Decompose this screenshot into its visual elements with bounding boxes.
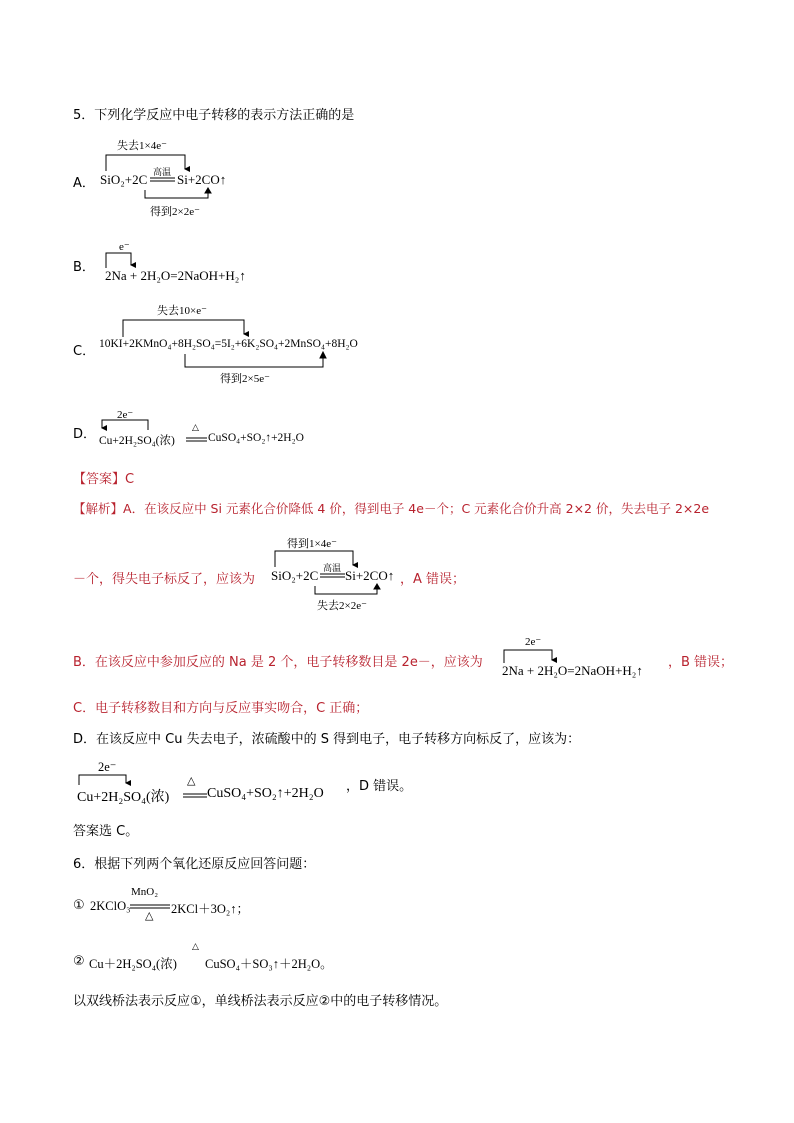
option-d-arrow-label: 2e⁻: [117, 409, 134, 421]
option-c-top-arrow-label: 失去10×e⁻: [157, 305, 207, 317]
option-b-label: B．: [73, 260, 95, 275]
option-d-label: D．: [73, 427, 97, 442]
option-a-bottom-bracket: [145, 190, 208, 198]
option-a-top-arrow-label: 失去1×4e⁻: [117, 140, 167, 152]
option-c-eq: 10KI+2KMnO₄+8H₂SO₄=5I₂+6K₂SO₄+2MnSO₄+8H₂O: [99, 338, 358, 350]
analysis-c: C．电子转移数目和方向与反应事实吻合，C 正确；: [73, 701, 369, 716]
option-b-arrow-label: e⁻: [119, 241, 130, 253]
analysis-b-eq: 2Na + 2H₂O=2NaOH+H₂↑: [502, 663, 643, 678]
option-a-condition: 高温: [153, 167, 172, 177]
q6-r2-left: Cu＋2H₂SO₄(浓): [89, 957, 177, 971]
option-c-top-bracket: [123, 320, 244, 337]
analysis-b-pre: B．在该反应中参加反应的 Na 是 2 个，电子转移数目是 2e－，应该为: [73, 655, 483, 670]
q6-stem: 6．根据下列两个氧化还原反应回答问题：: [73, 857, 316, 872]
analysis-a-text: A．在该反应中 Si 元素化合价降低 4 价，得到电子 4e－个；C 元素化合价升高 2×2 价，失去电子 2×2e: [123, 501, 710, 516]
option-b-bracket: [106, 253, 131, 268]
analysis-d-eq-right: CuSO₄+SO₂↑+2H₂O: [207, 786, 324, 801]
analysis-d-eq-condition: △: [187, 775, 196, 787]
option-d-condition: △: [192, 422, 199, 432]
analysis-a-top-bracket: [275, 551, 353, 567]
option-a-eq-left: SiO₂+2C: [100, 172, 148, 187]
option-c-label: C．: [73, 344, 96, 359]
analysis-a-eq-right: Si+2CO↑: [345, 568, 395, 583]
option-a-label: A．: [73, 176, 95, 191]
q6-r1-num: ①: [73, 898, 85, 913]
option-c-bottom-bracket: [185, 354, 323, 367]
q6-r2-right: CuSO₄＋SO₃↑＋2H₂O。: [205, 957, 333, 971]
q6-r1-right: 2KCl＋3O₂↑；: [171, 902, 249, 916]
option-d-eq-right: CuSO₄+SO₂↑+2H₂O: [208, 432, 304, 444]
analysis-d-eq-arrow-label: 2e⁻: [98, 760, 117, 774]
q6-r1-cond-top: MnO₂: [131, 886, 159, 898]
analysis-a-eq-condition: 高温: [323, 563, 342, 573]
analysis-d-eq-left: Cu+2H₂SO₄(浓): [77, 790, 170, 805]
analysis-a-line2-post: ，A 错误；: [400, 572, 466, 587]
option-a-top-bracket: [106, 155, 185, 171]
conclusion: 答案选 C。: [73, 824, 139, 839]
analysis-d-bracket: [79, 775, 126, 785]
analysis-a-eq-top-label: 得到1×4e⁻: [287, 538, 337, 550]
analysis-d: D．在该反应中 Cu 失去电子，浓硫酸中的 S 得到电子，电子转移方向标反了，应该为：: [73, 732, 581, 747]
option-b-eq: 2Na + 2H₂O=2NaOH+H₂↑: [105, 268, 246, 283]
q5-stem: 5．下列化学反应中电子转移的表示方法正确的是: [73, 108, 355, 123]
answer-value: C: [125, 472, 135, 487]
q6-r2-cond-top: △: [192, 941, 199, 951]
analysis-b-post: ，B 错误；: [668, 655, 734, 670]
q6-r2-num-text: ②: [73, 954, 85, 969]
analysis-b-eq-arrow-label: 2e⁻: [525, 636, 542, 648]
q6-r1-cond-bottom: △: [145, 910, 154, 922]
analysis-a-line2-pre: －个，得失电子标反了，应该为: [73, 572, 256, 587]
analysis-d-post: ，D 错误。: [346, 779, 413, 794]
answer-tag: 【答案】: [73, 472, 126, 487]
option-a-bottom-arrow-label: 得到2×2e⁻: [150, 206, 200, 218]
analysis-b-bracket: [504, 650, 552, 663]
option-d-eq-left: Cu+2H₂SO₄(浓): [99, 435, 175, 447]
option-d-bracket: [102, 420, 148, 430]
analysis-tag: 【解析】: [73, 501, 124, 516]
q6-task: 以双线桥法表示反应①，单线桥法表示反应②中的电子转移情况。: [73, 994, 448, 1009]
analysis-a-bottom-bracket: [315, 586, 377, 594]
analysis-a-eq-bottom-label: 失去2×2e⁻: [317, 600, 367, 612]
q6-r1-left: 2KClO₃: [90, 899, 131, 913]
option-c-bottom-arrow-label: 得到2×5e⁻: [220, 373, 270, 385]
analysis-a-eq-left: SiO₂+2C: [271, 568, 319, 583]
option-a-eq-right: Si+2CO↑: [177, 172, 227, 187]
